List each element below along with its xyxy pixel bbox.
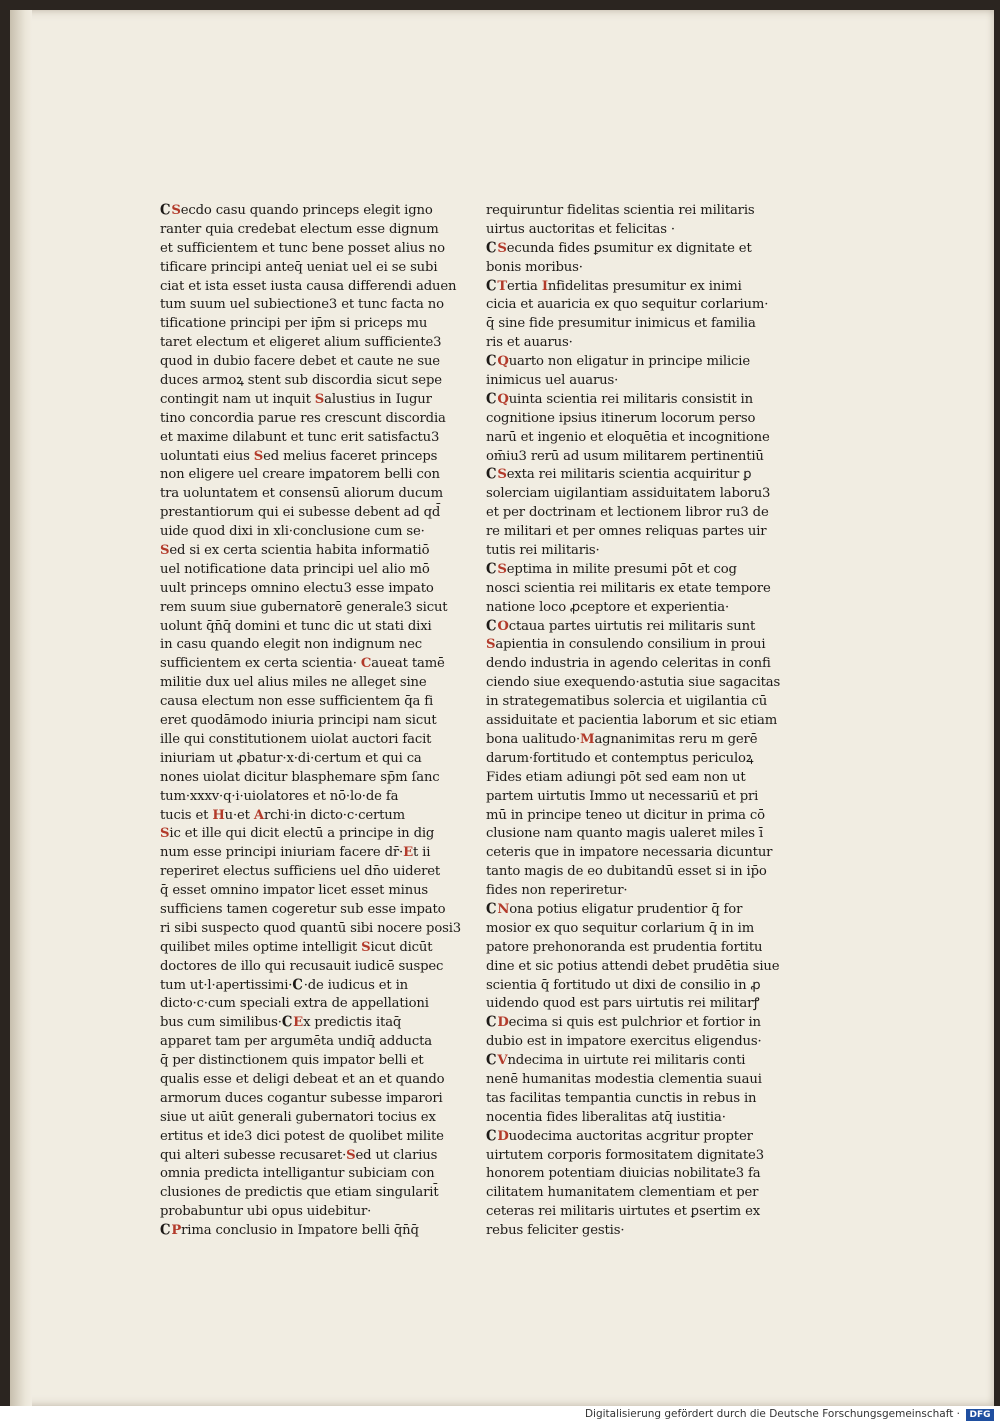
text-line — [486, 1147, 764, 1166]
text-line — [486, 580, 771, 599]
line-text: quilibet miles optime intelligit — [160, 939, 362, 955]
line-text: rima conclusio in Impatore belli q̄n̄q̄ — [181, 1223, 419, 1239]
text-line — [160, 561, 430, 580]
line-text: in strategematibus solercia et uigilantia cū — [486, 694, 768, 710]
line-text: uult princeps omnino electu3 esse impato — [160, 580, 434, 596]
pilcrow-icon: C — [486, 277, 497, 295]
text-line — [160, 939, 433, 958]
text-line — [160, 618, 432, 637]
text-line — [486, 221, 748, 240]
line-text: ertia — [507, 278, 542, 294]
text-line — [486, 863, 767, 882]
line-text: rem suum siue gubernatorē generale3 sicut — [160, 599, 448, 615]
line-text: tucis et — [160, 807, 213, 823]
line-text: contingit nam ut inquit — [160, 391, 315, 407]
text-line — [160, 448, 438, 467]
line-text: dine et sic potius attendi debet prudētia siue — [486, 958, 780, 974]
text-line — [486, 788, 759, 807]
line-text: eptima in milite presumi pōt et cog — [506, 561, 737, 577]
line-text: re militari et per omnes reliquas partes uir — [486, 524, 767, 540]
line-text: partem uirtutis Immo ut necessariū et pri — [486, 788, 759, 804]
line-text: requiruntur fidelitas scientia rei militaris — [486, 203, 755, 218]
text-line — [160, 1090, 443, 1109]
pilcrow-icon: C — [486, 466, 497, 484]
line-text: ic et ille qui dicit electū a principe in dig — [169, 826, 435, 842]
line-text: clusiones de predictis que etiam singularit̄ — [160, 1185, 439, 1201]
line-text: assiduitate et pacientia laborum et sic etiam — [486, 713, 778, 729]
rubricated-initial: O — [497, 618, 509, 634]
line-text: sufficiens tamen cogeretur sub esse impato — [160, 901, 446, 917]
text-line — [486, 1090, 757, 1109]
line-text: uirtus auctoritas et felicitas · — [486, 221, 675, 237]
rubricated-initial: A — [253, 807, 264, 823]
line-text: ertitus et ide3 dici potest de quolibet milite — [160, 1128, 444, 1144]
line-text: prestantiorum qui ei subesse debent ad qd̄ — [160, 505, 441, 521]
text-line — [160, 240, 445, 259]
line-text: ona potius eligatur prudentior q̄ for — [509, 901, 743, 917]
rubricated-initial: S — [497, 467, 507, 483]
line-text: icut dicūt — [370, 939, 433, 955]
digitization-footer — [0, 1406, 1000, 1424]
pilcrow-icon: C — [486, 617, 497, 635]
line-text: rchi·in dicto·c·certum — [263, 807, 405, 823]
text-line — [160, 995, 429, 1014]
left-text-column — [160, 202, 462, 1241]
text-line — [486, 958, 780, 977]
text-line — [160, 1128, 444, 1147]
line-text: uoluntati eius — [160, 448, 254, 464]
line-text: ndecima in uirtute rei militaris conti — [507, 1053, 746, 1069]
text-line — [486, 977, 761, 996]
text-line — [160, 958, 444, 977]
line-text: agnanimitas reru m gerē — [594, 731, 758, 747]
line-text: scientia q̄ fortitudo ut dixi de consilio in ꝓ — [486, 977, 761, 993]
text-line — [160, 731, 432, 750]
text-line — [160, 259, 438, 278]
text-line — [486, 617, 756, 637]
line-text: om̄iu3 rerū ad usum militarem pertinentiū — [486, 448, 764, 464]
rubricated-initial: S — [497, 561, 507, 577]
line-text: tanto magis de eo dubitandū esset si in ip̄o — [486, 864, 767, 880]
text-line — [160, 1147, 438, 1166]
text-line — [160, 580, 434, 599]
rubricated-initial: S — [160, 543, 170, 559]
line-text: et sufficientem et tunc bene posset alius no — [160, 240, 445, 256]
line-text: tum ut·l·apertissimi· — [160, 977, 293, 993]
text-line — [160, 485, 443, 504]
line-text: nones uiolat dicitur blasphemare sp̄m ſanc — [160, 769, 440, 785]
rubricated-initial: C — [360, 656, 372, 672]
rubricated-initial: S — [497, 240, 507, 256]
rubricated-initial: Q — [497, 391, 509, 407]
line-text: rebus feliciter gestis· — [486, 1223, 625, 1239]
text-line — [486, 825, 764, 844]
line-text: narū et ingenio et eloquētia et incognitione — [486, 429, 770, 445]
text-line — [486, 523, 767, 542]
text-line — [486, 239, 752, 259]
text-line — [486, 1127, 753, 1147]
text-line — [160, 523, 425, 542]
text-line — [486, 1222, 748, 1241]
line-text: et per doctrinam et lectionem libror ru3 de — [486, 505, 769, 521]
text-line — [160, 1071, 445, 1090]
line-text: siue ut aiūt generali gubernatori tocius ex — [160, 1109, 436, 1125]
text-line — [486, 995, 760, 1014]
text-line — [160, 769, 440, 788]
rubricated-initial: S — [346, 1147, 356, 1163]
line-text: quod in dubio facere debet et caute ne sue — [160, 354, 440, 370]
rubricated-initial: S — [171, 203, 181, 218]
line-text: natione loco ꝓceptore et experientia· — [486, 599, 729, 615]
line-text: tino concordia parue res crescunt discordia — [160, 410, 446, 426]
line-text: q̄ esset omnino impator licet esset minus — [160, 883, 429, 899]
text-line — [160, 825, 435, 844]
line-text: cicia et auaricia ex quo sequitur corlarium· — [486, 297, 769, 313]
line-text: nosci scientia rei militaris ex etate tempore — [486, 580, 771, 596]
text-line — [160, 636, 423, 655]
text-line — [160, 1203, 410, 1222]
text-line — [486, 1014, 761, 1033]
line-text: tificare principi anteq̄ ueniat uel ei se subi — [160, 259, 438, 275]
line-text: ri sibi suspecto quod quantū sibi nocere posi3 — [160, 920, 462, 936]
line-text: in casu quando elegit non indignum nec — [160, 637, 423, 653]
pilcrow-icon: C — [486, 391, 497, 408]
pilcrow-icon: C — [486, 239, 497, 257]
rubricated-initial: S — [314, 391, 325, 407]
text-line — [486, 429, 770, 448]
text-line — [160, 807, 410, 826]
text-line — [486, 1052, 748, 1071]
text-line — [160, 315, 428, 334]
text-line — [486, 504, 769, 523]
pilcrow-icon: C — [486, 561, 497, 578]
line-text: omnia predicta intelligantur subiciam con — [160, 1166, 435, 1182]
line-text: apparet tam per argumēta undiq̄ adducta — [160, 1034, 432, 1050]
pilcrow-icon: C — [486, 901, 497, 918]
text-line — [160, 410, 446, 429]
text-line — [160, 296, 444, 315]
line-text: nocentia fides liberalitas atq̄ iustitia· — [486, 1109, 726, 1125]
text-line — [160, 221, 439, 240]
line-text: ecdo casu quando princeps elegit igno — [180, 203, 433, 218]
page-gutter — [10, 10, 32, 1406]
text-line — [486, 1203, 761, 1222]
pilcrow-icon: C — [160, 202, 171, 219]
line-text: militie dux uel alius miles ne alleget sine — [160, 675, 427, 691]
text-line — [486, 1109, 748, 1128]
text-line — [160, 278, 457, 297]
text-line — [486, 296, 769, 315]
text-line — [486, 334, 748, 353]
line-text: bona ualitudo· — [486, 731, 580, 747]
text-line — [486, 807, 765, 826]
text-line — [486, 448, 764, 467]
line-text: probabuntur ubi opus uidebitur· — [160, 1204, 372, 1220]
line-text: cilitatem humanitatem clementiam et per — [486, 1185, 759, 1201]
text-line — [486, 939, 763, 958]
line-text: sufficientem ex certa scientia· — [160, 656, 361, 672]
line-text: cognitione ipsius itinerum locorum perso — [486, 410, 756, 426]
line-text: ceteris que in impatore necessaria dicuntur — [486, 845, 773, 861]
line-text: duces armoꝝ stent sub discordia sicut sepe — [160, 373, 442, 389]
rubricated-initial: D — [497, 1015, 509, 1031]
line-text: q̄ per distinctionem quis impator belli et — [160, 1053, 424, 1069]
rubricated-initial: S — [361, 939, 371, 955]
line-text: uarto non eligatur in principe milicie — [508, 354, 751, 370]
text-line — [160, 1184, 439, 1203]
text-line — [160, 863, 441, 882]
pilcrow-icon: C — [486, 353, 497, 370]
line-text: tum suum uel subiectione3 et tunc facta no — [160, 297, 444, 313]
rubricated-initial: V — [497, 1053, 508, 1069]
text-line — [160, 202, 433, 221]
text-line — [486, 410, 756, 429]
line-text: ecunda fides ꝑsumitur ex dignitate et — [506, 240, 752, 256]
rubricated-initial: S — [486, 637, 496, 653]
manuscript-page — [10, 10, 994, 1406]
pilcrow-icon: C — [486, 1127, 497, 1145]
text-line — [486, 1033, 762, 1052]
line-text: reperiret electus sufficiens uel dn̄o uideret — [160, 864, 441, 880]
pilcrow-icon: C — [486, 1014, 497, 1031]
text-line — [486, 712, 778, 731]
line-text: ed melius faceret princeps — [263, 448, 438, 464]
line-text: uirtutem corporis formositatem dignitate3 — [486, 1147, 764, 1163]
text-line — [486, 750, 754, 769]
text-line — [486, 372, 748, 391]
text-line — [160, 882, 429, 901]
text-line — [160, 466, 440, 485]
line-text: ·de iudicus et in — [303, 977, 408, 993]
text-line — [486, 485, 771, 504]
line-text: nfidelitas presumitur ex inimi — [547, 278, 742, 294]
text-line — [486, 561, 748, 580]
line-text: ciat et ista esset iusta causa differendi aduen — [160, 278, 457, 294]
text-line — [486, 466, 752, 485]
line-text: tra uoluntatem et consensū aliorum ducum — [160, 486, 443, 502]
rubricated-initial: M — [580, 731, 595, 747]
line-text: mosior ex quo sequitur corlarium q̄ in im — [486, 920, 755, 936]
line-text: tas facilitas tempantia cunctis in rebus in — [486, 1090, 757, 1106]
line-text: eret quodāmodo iniuria principi nam sicut — [160, 713, 437, 729]
line-text: causa electum non esse sufficientem q̄a fi — [160, 694, 434, 710]
line-text: honorem potentiam diuicias nobilitate3 fa — [486, 1166, 761, 1182]
line-text: bus cum similibus· — [160, 1015, 282, 1031]
rubricated-initial: T — [497, 278, 508, 294]
text-line — [486, 1165, 761, 1184]
line-text: num esse principi iniuriam facere dr̄· — [160, 845, 404, 861]
text-line — [160, 353, 440, 372]
text-line — [160, 844, 431, 863]
rubricated-initial: H — [212, 807, 225, 823]
text-line — [486, 1184, 759, 1203]
text-line — [160, 391, 432, 410]
line-text: tutis rei militaris· — [486, 543, 600, 559]
pilcrow-icon: C — [486, 1052, 497, 1069]
text-line — [160, 788, 410, 807]
text-line — [160, 750, 422, 769]
pilcrow-icon: C — [160, 1222, 171, 1239]
text-line — [160, 334, 442, 353]
text-line — [160, 1165, 435, 1184]
line-text: solerciam uigilantiam assiduitatem laboru3 — [486, 486, 771, 502]
line-text: non eligere uel creare imꝑatorem belli con — [160, 467, 440, 483]
text-line — [160, 920, 462, 939]
line-text: qualis esse et deligi debeat et an et quando — [160, 1071, 445, 1087]
text-line — [486, 636, 766, 655]
line-text: dubio est in impatore exercitus eligendus· — [486, 1034, 762, 1050]
line-text: q̄ sine fide presumitur inimicus et familia — [486, 316, 756, 332]
line-text: ecima si quis est pulchrior et fortior in — [508, 1015, 761, 1031]
line-text: ris et auarus· — [486, 335, 573, 351]
text-line — [486, 674, 781, 693]
line-text: patore prehonoranda est prudentia fortitu — [486, 939, 763, 955]
text-line — [160, 429, 440, 448]
text-line — [160, 504, 441, 523]
line-text: ciendo siue exequendo·astutia siue sagacitas — [486, 675, 781, 691]
line-text: x predictis itaq̄ — [303, 1015, 402, 1031]
text-line — [486, 901, 748, 920]
text-line — [486, 693, 768, 712]
line-text: ille qui constitutionem uiolat auctori facit — [160, 731, 432, 747]
text-line — [486, 655, 771, 674]
line-text: aueat tamē — [371, 656, 445, 672]
rubricated-initial: P — [171, 1223, 182, 1239]
text-line — [160, 901, 446, 920]
line-text: inimicus uel auarus· — [486, 373, 619, 389]
line-text: iniuriam ut ꝓbatur·x·di·certum et qui ca — [160, 750, 422, 766]
text-line — [160, 693, 434, 712]
text-line — [486, 1071, 762, 1090]
text-line — [486, 353, 751, 372]
text-line — [160, 542, 430, 561]
line-text: apientia in consulendo consilium in proui — [495, 637, 766, 653]
rubricated-initial: Q — [497, 354, 509, 370]
text-line — [160, 1052, 424, 1071]
text-line — [486, 599, 748, 618]
line-text: ceteras rei militaris uirtutes et ꝑsertim ex — [486, 1204, 761, 1220]
line-text: et maxime dilabunt et tunc erit satisfactu3 — [160, 429, 440, 445]
line-text: uide quod dixi in xli·conclusione cum se· — [160, 524, 425, 540]
text-line — [160, 1014, 410, 1033]
rubricated-initial: D — [497, 1128, 509, 1144]
text-line — [486, 391, 753, 410]
line-text: armorum duces cogantur subesse imparori — [160, 1090, 443, 1106]
pilcrow-icon: C — [292, 976, 303, 994]
rubricated-initial: I — [541, 278, 548, 294]
text-line — [486, 542, 748, 561]
line-text: alustius in Iugur — [324, 391, 432, 407]
line-text: exta rei militaris scientia acquiritur ꝑ — [506, 467, 752, 483]
text-line — [160, 655, 445, 674]
line-text: bonis moribus· — [486, 259, 583, 275]
text-line — [486, 844, 773, 863]
line-text: qui alteri subesse recusaret· — [160, 1147, 347, 1163]
line-text: dendo industria in agendo celeritas in confi — [486, 656, 771, 672]
line-text: ed si ex certa scientia habita informatiō — [169, 543, 430, 559]
text-line — [160, 1033, 432, 1052]
text-line — [486, 315, 756, 334]
rubricated-initial: E — [403, 845, 413, 861]
line-text: tum·xxxv·q·i·uiolatores et nō·lo·de fa — [160, 788, 399, 804]
text-line — [486, 259, 748, 278]
line-text: tificatione principi per ip̄m si priceps mu — [160, 316, 428, 332]
line-text: ctaua partes uirtutis rei militaris sunt — [508, 618, 756, 634]
line-text: uidendo quod est pars uirtutis rei militarꝭ — [486, 996, 760, 1012]
pilcrow-icon: C — [281, 1014, 293, 1031]
line-text: ranter quia credebat electum esse dignum — [160, 221, 439, 237]
line-text: clusione nam quanto magis ualeret miles ī — [486, 826, 764, 842]
text-line — [160, 372, 442, 391]
line-text: fides non reperiretur· — [486, 883, 628, 899]
line-text: Fides etiam adiungi pōt sed eam non ut — [486, 769, 746, 785]
text-line — [486, 278, 748, 297]
line-text: doctores de illo qui recusauit iudicē suspec — [160, 958, 444, 974]
dfg-logo-icon: DFG — [966, 1409, 994, 1421]
rubricated-initial: S — [253, 448, 264, 464]
line-text: ed ut clarius — [355, 1147, 438, 1163]
text-line — [160, 1222, 419, 1241]
text-line — [160, 1109, 436, 1128]
line-text: uolunt q̄n̄q̄ domini et tunc dic ut stati dixi — [160, 618, 432, 634]
right-text-column — [486, 202, 781, 1241]
text-line — [486, 202, 755, 221]
line-text: darum·fortitudo et contemptus periculoꝝ — [486, 750, 754, 766]
text-line — [160, 712, 437, 731]
line-text: uel notificatione data principi uel alio mō — [160, 561, 430, 577]
line-text: u·et — [224, 807, 254, 823]
text-line — [160, 599, 448, 618]
rubricated-initial: N — [497, 901, 510, 917]
text-line — [486, 731, 758, 750]
line-text: uinta scientia rei militaris consistit in — [508, 391, 753, 407]
text-line — [160, 977, 410, 996]
rubricated-initial: E — [293, 1015, 304, 1031]
line-text: uodecima auctoritas acgritur propter — [508, 1128, 753, 1144]
line-text: nenē humanitas modestia clementia suaui — [486, 1071, 762, 1087]
text-line — [486, 769, 748, 788]
line-text: t ii — [412, 845, 431, 861]
text-line — [160, 674, 427, 693]
footer-credit: Digitalisierung gefördert durch die Deutsche Forschungsgemeinschaft · — [584, 1408, 960, 1420]
text-line — [486, 882, 748, 901]
text-line — [486, 920, 755, 939]
line-text: dicto·c·cum speciali extra de appellationi — [160, 996, 429, 1012]
line-text: mū in principe teneo ut dicitur in prima cō — [486, 807, 765, 823]
line-text: taret electum et eligeret alium sufficiente3 — [160, 335, 442, 351]
rubricated-initial: S — [160, 826, 170, 842]
